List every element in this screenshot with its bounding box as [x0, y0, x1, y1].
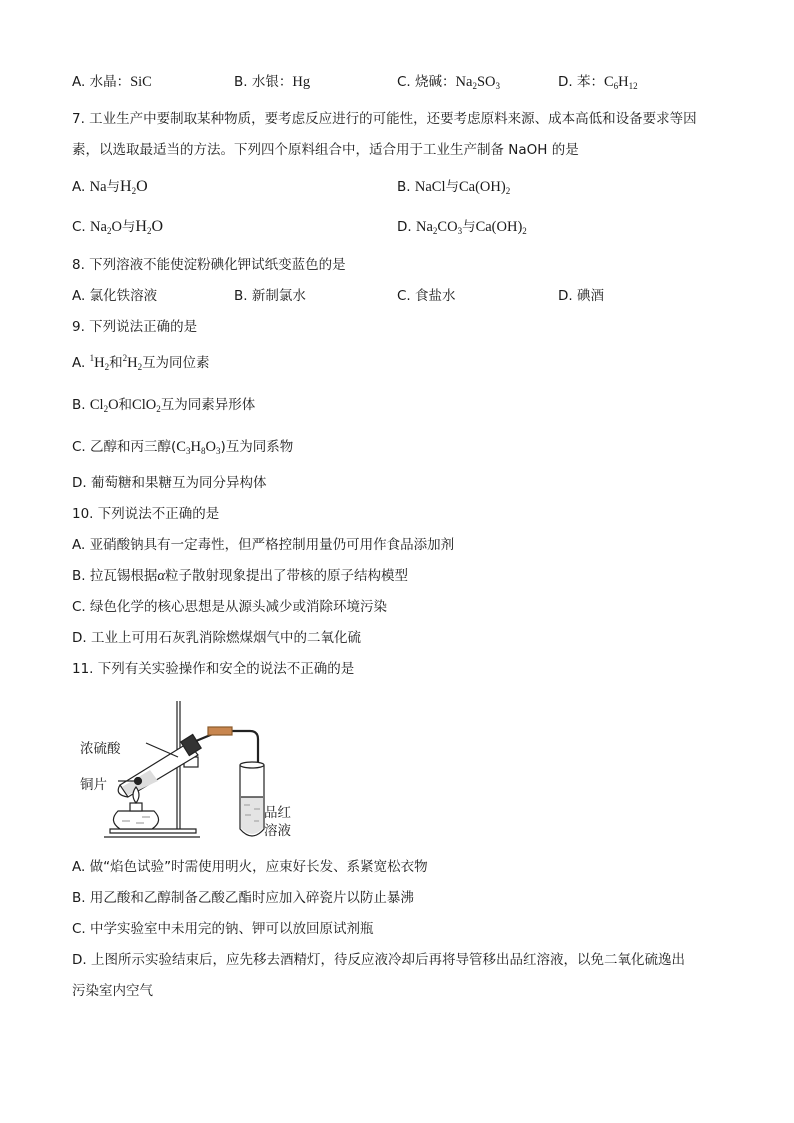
subscript: 2 — [106, 226, 112, 236]
q10-option-c: C. 绿色化学的核心思想是从源头减少或消除环境污染 — [72, 599, 388, 615]
option-letter: A. — [72, 179, 86, 195]
label-magenta-2: 溶液 — [264, 823, 291, 839]
option-name: 水银： — [251, 74, 293, 90]
option-join: 与 — [106, 179, 121, 195]
option-text: 互为同素异形体 — [160, 397, 256, 413]
subscript: 2 — [104, 362, 110, 372]
q6-option-a — [72, 73, 152, 91]
option-letter: B. — [234, 74, 248, 90]
option-text: 乙醇和丙三醇( — [90, 439, 177, 455]
alpha-symbol: α — [157, 568, 165, 584]
q11-stem: 11. 下列有关实验操作和安全的说法不正确的是 — [72, 661, 355, 677]
subscript: 8 — [200, 446, 206, 456]
label-copper-sheet: 铜片 — [80, 777, 107, 793]
superscript: 2 — [122, 353, 128, 363]
formula-part: H — [135, 218, 147, 235]
formula — [90, 219, 122, 235]
subscript: 3 — [215, 446, 221, 456]
formula-part: O — [205, 439, 216, 455]
q7-option-a — [72, 178, 148, 196]
q7-stem-line1: 7. 工业生产中要制取某种物质，要考虑反应进行的可能性，还要考虑原料来源、成本高低和设备要求等因 — [72, 111, 697, 127]
formula-part: Na — [455, 74, 473, 90]
formula-part: H — [94, 355, 105, 371]
option-letter: D. — [72, 475, 87, 491]
option-join: 和 — [118, 397, 133, 413]
q8-option-c — [397, 287, 456, 305]
formula — [459, 179, 510, 195]
option-join: 与 — [462, 219, 476, 235]
formula-part: H — [190, 439, 201, 455]
option-name: 苯： — [576, 74, 604, 90]
formula — [604, 74, 638, 90]
option-letter: D. — [558, 74, 573, 90]
q8-option-d — [558, 287, 604, 305]
option-text: 葡萄糖和果糖互为同分异构体 — [90, 475, 267, 491]
q9-option-d — [72, 474, 266, 492]
option-letter: B. — [72, 397, 86, 413]
option-text: B. 拉瓦锡根据 — [72, 568, 158, 584]
option-letter: A. — [72, 288, 86, 304]
option-letter: C. — [397, 288, 411, 304]
q11-option-c: C. 中学实验室中未用完的钠、钾可以放回原试剂瓶 — [72, 921, 374, 937]
q7-option-c — [72, 218, 163, 236]
q11-option-d-line1: D. 上图所示实验结束后，应先移去酒精灯，待反应液冷却后再将导管移出品红溶液，以免二氧化硫逸出 — [72, 952, 685, 968]
q10-stem: 10. 下列说法不正确的是 — [72, 506, 220, 522]
option-name: 水晶： — [89, 74, 131, 90]
option-text: 食盐水 — [415, 288, 456, 304]
option-letter: B. — [234, 288, 248, 304]
option-letter: B. — [397, 179, 411, 195]
q10-option-a: A. 亚硝酸钠具有一定毒性，但严格控制用量仍可用作食品添加剂 — [72, 537, 455, 553]
formula: Hg — [292, 74, 311, 90]
formula — [90, 355, 109, 371]
formula-part: H — [127, 355, 138, 371]
formula-part: Ca(OH) — [475, 219, 523, 235]
formula-part: Na — [415, 219, 433, 235]
q6-option-c — [397, 73, 500, 91]
formula — [90, 397, 119, 413]
formula-part: O — [111, 219, 122, 235]
formula — [135, 218, 163, 235]
subscript: 3 — [457, 226, 463, 236]
subscript: 2 — [472, 81, 477, 91]
subscript: 2 — [432, 226, 438, 236]
apparatus-figure — [80, 697, 290, 843]
formula-part: O — [136, 178, 148, 195]
option-letter: D. — [558, 288, 573, 304]
formula-part: O — [151, 218, 164, 235]
option-letter: A. — [72, 355, 86, 371]
q10-option-d: D. 工业上可用石灰乳消除燃煤烟气中的二氧化硫 — [72, 630, 361, 646]
subscript: 2 — [156, 404, 161, 414]
option-text: 新制氯水 — [251, 288, 306, 304]
formula-part: O — [108, 397, 119, 413]
subscript: 12 — [628, 81, 638, 91]
q7-option-d — [397, 218, 527, 236]
label-magenta-1: 品红 — [264, 805, 291, 821]
option-letter: D. — [397, 219, 412, 235]
q8-stem: 8. 下列溶液不能使淀粉碘化钾试纸变蓝色的是 — [72, 257, 346, 273]
formula-part: H — [618, 74, 629, 90]
q11-option-a: A. 做“焰色试验”时需使用明火，应束好长发、系紧宽松衣物 — [72, 859, 428, 875]
formula — [176, 439, 220, 455]
q7-option-b — [397, 178, 510, 196]
q9-option-a — [72, 354, 210, 372]
option-text: )互为同系物 — [220, 439, 294, 455]
formula-part: Na — [90, 219, 107, 235]
subscript: 2 — [137, 362, 143, 372]
q9-option-b — [72, 396, 255, 414]
subscript: 2 — [131, 186, 137, 196]
formula-part: Na — [89, 179, 107, 195]
formula-part: SO — [476, 74, 496, 90]
formula-part: Cl — [89, 397, 104, 413]
option-text: 碘酒 — [576, 288, 604, 304]
subscript: 2 — [103, 404, 109, 414]
formula-part: ClO — [132, 397, 157, 413]
subscript: 3 — [185, 446, 191, 456]
subscript: 3 — [495, 81, 500, 91]
option-name: 烧碱： — [415, 74, 456, 90]
subscript: 2 — [146, 226, 152, 236]
formula-part: Ca(OH) — [458, 179, 506, 195]
q11-option-b: B. 用乙酸和乙醇制备乙酸乙酯时应加入碎瓷片以防止暴沸 — [72, 890, 414, 906]
subscript: 2 — [505, 186, 511, 196]
subscript: 6 — [613, 81, 619, 91]
q10-option-b — [72, 567, 408, 585]
option-letter: C. — [72, 439, 86, 455]
formula-part: NaCl — [414, 179, 446, 195]
q8-option-b — [234, 287, 306, 305]
option-join: 与 — [445, 179, 459, 195]
q8-option-a — [72, 287, 157, 305]
formula — [120, 178, 148, 195]
subscript: 2 — [522, 226, 527, 236]
apparatus-drawing — [80, 697, 290, 843]
q11-option-d-line2: 污染室内空气 — [72, 983, 153, 999]
formula-part: C — [603, 74, 614, 90]
option-join: 和 — [109, 355, 123, 371]
q9-option-c — [72, 438, 293, 456]
formula-part: C — [176, 439, 186, 455]
option-letter: A. — [72, 74, 86, 90]
formula — [132, 397, 161, 413]
formula-part: H — [120, 178, 132, 195]
option-text: 粒子散射现象提出了带核的原子结构模型 — [164, 568, 408, 584]
q6-option-d — [558, 73, 638, 91]
option-text: 互为同位素 — [142, 355, 210, 371]
option-letter: C. — [72, 219, 86, 235]
formula: SiC — [130, 74, 152, 90]
q6-option-b — [234, 73, 310, 91]
formula-part: CO — [437, 219, 458, 235]
option-join: 与 — [121, 219, 136, 235]
q7-stem-line2: 素，以选取最适当的方法。下列四个原料组合中，适合用于工业生产制备 NaOH 的是 — [72, 142, 579, 158]
q9-stem: 9. 下列说法正确的是 — [72, 319, 198, 335]
formula — [123, 355, 142, 371]
superscript: 1 — [89, 353, 95, 363]
formula — [456, 74, 500, 90]
option-text: 氯化铁溶液 — [89, 288, 158, 304]
formula — [416, 219, 462, 235]
formula — [476, 219, 527, 235]
label-conc-sulfuric-acid: 浓硫酸 — [80, 741, 121, 757]
option-letter: C. — [397, 74, 411, 90]
